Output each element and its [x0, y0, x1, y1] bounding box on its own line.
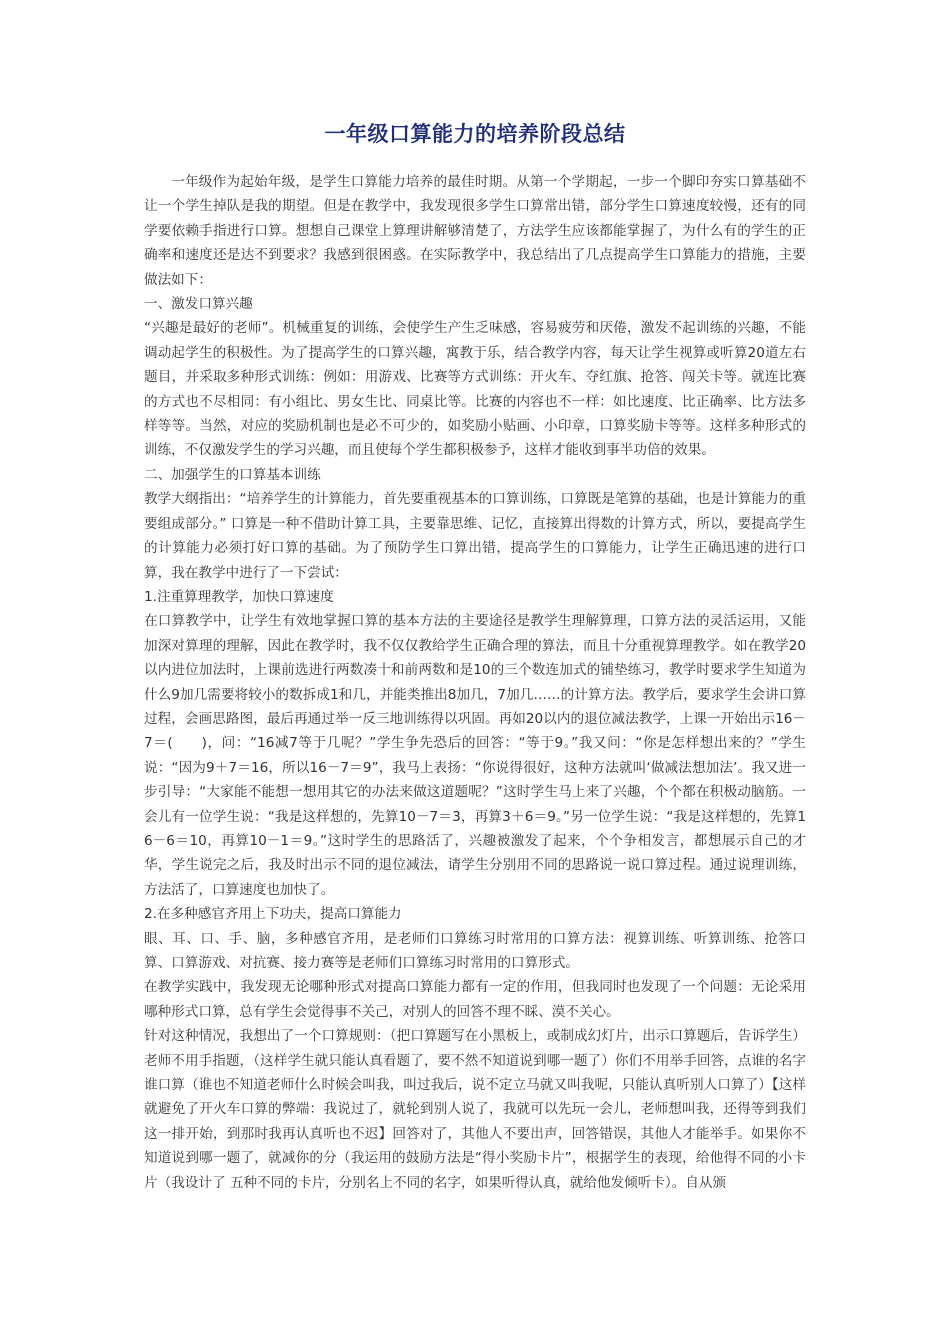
subsection-2-paragraph-1: 眼、耳、口、手、脑，多种感官齐用，是老师们口算练习时常用的口算方法：视算训练、听算训练、抢答口算、口算游戏、对抗赛、接力赛等是老师们口算练习时常用的口算形式。 — [144, 930, 806, 971]
section-2-paragraph: 教学大纲指出：“培养学生的计算能力，首先要重视基本的口算训练，口算既是笔算的基础，也是计算能力的重要组成部分。” 口算是一种不借助计算工具，主要靠思维、记忆，直接算出得数的计算方式，所以，要提高学生的计算能力必须打好口算的基础。为了预防学生口算出错，提高学生的口算能力，让学生正确迅速的进行口算，我在教学中进行了一下尝试： — [144, 491, 806, 581]
subsection-2-paragraph-2: 在教学实践中，我发现无论哪种形式对提高口算能力都有一定的作用，但我同时也发现了一个问题：无论采用哪种形式口算，总有学生会觉得事不关己，对别人的回答不理不睬、漠不关心。 — [144, 979, 806, 1020]
section-1-paragraph: “兴趣是最好的老师”。机械重复的训练，会使学生产生乏味感，容易疲劳和厌倦，激发不起训练的兴趣，不能调动起学生的积极性。为了提高学生的口算兴趣，寓教于乐，结合教学内容，每天让学生视算或听算20道左右题目，并采取多种形式训练：例如：用游戏、比赛等方式训练：开火车、夺红旗、抢答、闯关卡等。就连比赛的方式也不尽相同：有小组比、男女生比、同桌比等。比赛的内容也不一样：如比速度、比正确率、比方法多样等等。当然，对应的奖励机制也是必不可少的，如奖励小贴画、小印章，口算奖励卡等等。这样多种形式的训练，不仅激发学生的学习兴趣，而且使每个学生都积极参予，这样才能收到事半功倍的效果。 — [144, 320, 806, 459]
subsection-2-paragraph-3: 针对这种情况，我想出了一个口算规则：（把口算题写在小黑板上，或制成幻灯片，出示口算题后，告诉学生）老师不用手指题，（这样学生就只能认真看题了，要不然不知道说到哪一题了）你们不用举手回答，点谁的名字谁口算（谁也不知道老师什么时候会叫我，叫过我后，说不定立马就又叫我呢，只能认真听别人口算了）【这样就避免了开火车口算的弊端：我说过了，就轮到别人说了，我就可以先玩一会儿，老师想叫我，还得等到我们这一排开始，到那时我再认真听也不迟】回答对了，其他人不要出声，回答错误，其他人才能举手。如果你不知道说到哪一题了，就减你的分（我运用的鼓励方法是“得小奖励卡片”，根据学生的表现，给他得不同的小卡片（我设计了 五种不同的卡片，分别名上不同的名字，如果听得认真，就给他发倾听卡）。自从颁 — [144, 1028, 806, 1191]
document-body — [144, 170, 806, 1195]
document-title: 一年级口算能力的培养阶段总结 — [324, 122, 626, 146]
section-heading-2: 二、加强学生的口算基本训练 — [144, 466, 321, 483]
subsection-heading-2: 2.在多种感官齐用上下功夫，提高口算能力 — [144, 906, 402, 923]
section-heading-1: 一、激发口算兴趣 — [144, 296, 253, 313]
subsection-heading-1: 1.注重算理教学，加快口算速度 — [144, 588, 334, 605]
intro-paragraph: 一年级作为起始年级，是学生口算能力培养的最佳时期。从第一个学期起，一步一个脚印夯实口算基础不让一个学生掉队是我的期望。但是在教学中，我发现很多学生口算常出错，部分学生口算速度较慢，还有的同学要依赖手指进行口算。想想自己课堂上算理讲解够清楚了，方法学生应该都能掌握了，为什么有的学生的正确率和速度还是达不到要求？我感到很困惑。在实际教学中，我总结出了几点提高学生口算能力的措施，主要做法如下： — [144, 174, 806, 288]
subsection-1-paragraph: 在口算教学中，让学生有效地掌握口算的基本方法的主要途径是教学生理解算理，口算方法的灵活运用，又能加深对算理的理解，因此在教学时，我不仅仅教给学生正确合理的算法，而且十分重视算理教学。如在教学20以内进位加法时，上课前选进行两数凑十和前两数和是10的三个数连加式的铺垫练习，教学时要求学生知道为什么9加几需要将较小的数拆成1和几，并能类推出8加几，7加几……的计算方法。教学后，要求学生会讲口算过程，会画思路图，最后再通过举一反三地训练得以巩固。再如20以内的退位减法教学，上课一开始出示16－7＝( )，问：“16减7等于几呢？”学生争先恐后的回答：“等于9。”我又问：“你是怎样想出来的？”学生说：“因为9＋7＝16，所以16－7＝9”，我马上表扬：“你说得很好，这种方法就叫‘做减法想加法’。我又进一步引导：“大家能不能想一想用其它的办法来做这道题呢？”这时学生马上来了兴趣，个个都在积极动脑筋。一会儿有一位学生说：“我是这样想的，先算10－7＝3，再算3＋6＝9。”另一位学生说：“我是这样想的，先算16－6＝10，再算10－1＝9。”这时学生的思路活了，兴趣被激发了起来，个个争相发言，都想展示自己的才华，学生说完之后，我及时出示不同的退位减法，请学生分别用不同的思路说一说口算过程。通过说理训练，方法活了，口算速度也加快了。 — [144, 613, 806, 898]
